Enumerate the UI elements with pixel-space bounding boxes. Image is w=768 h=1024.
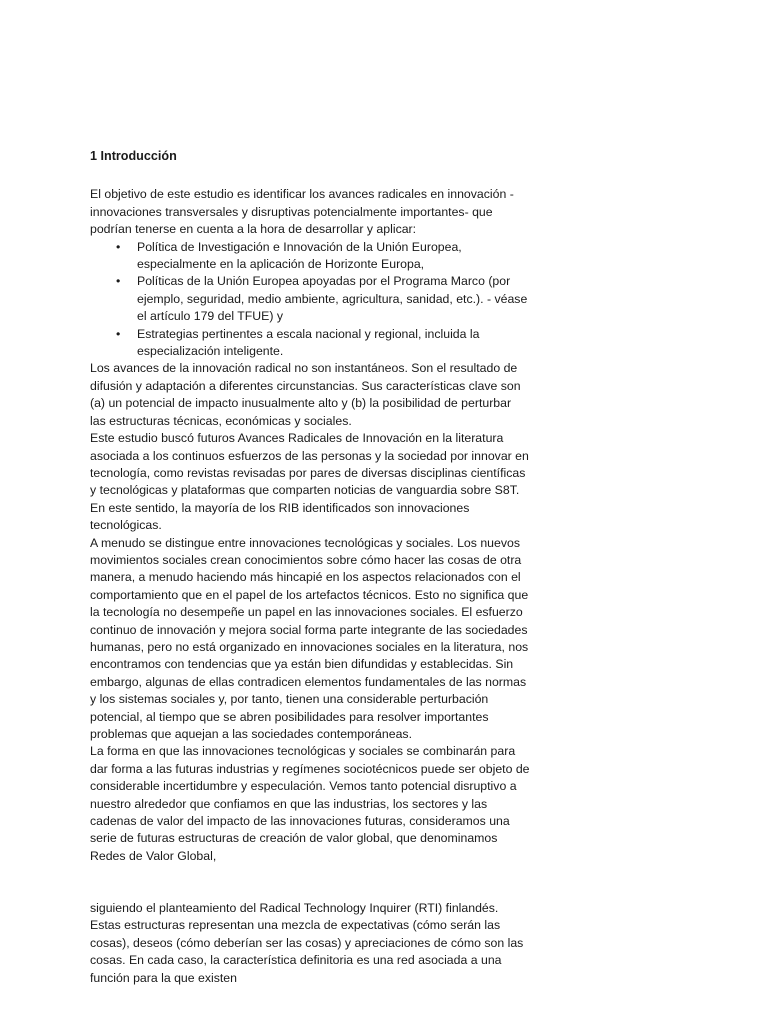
closing-paragraph: siguiendo el planteamiento del Radical Technology Inquirer (RTI) finlandés. Estas estructuras representan una mezcla de expectativas (cómo serán las cosas), deseos (cómo deberían ser las cosas) y apreciaciones de cómo son las cosas. En cada caso, la característica definitoria es una red asociada a una función para la que existen [90,901,524,985]
paragraph-gap [90,865,530,882]
bullet-list [90,239,530,361]
bullet-dot: • [116,239,121,254]
body-paragraph: Este estudio buscó futuros Avances Radicales de Innovación en la literatura asociada a los continuos esfuerzos de las personas y la sociedad por innovar en tecnología, como revistas revisadas por pares de diversas disciplinas científicas y tecnológicas y plataformas que comparten noticias de vanguardia sobre S8T. En este sentido, la mayoría de los RIB identificados son innovaciones tecnológicas. [90,431,529,533]
section-heading: 1 Introducción [90,149,177,163]
bullet-dot: • [116,274,121,289]
body-paragraph: A menudo se distingue entre innovaciones tecnológicas y sociales. Los nuevos movimientos sociales crean conocimientos sobre cómo hacer las cosas de otra manera, a menudo haciendo más hincapié en los aspectos relacionados con el comportamiento que en el papel de los artefactos técnicos. Esto no significa que la tecnología no desempeñe un papel en las innovaciones sociales. El esfuerzo continuo de innovación y mejora social forma parte integrante de las sociedades humanas, pero no está organizado en innovaciones sociales en la literatura, nos encontramos con tendencias que ya están bien difundidas y establecidas. Sin embargo, algunas de ellas contradicen elementos fundamentales de las normas y los sistemas sociales y, por tanto, tienen una considerable perturbación [90,535,529,707]
bullet-text: Estrategias pertinentes a escala nacional y regional, incluida la especialización inteligente. [137,326,480,359]
bullet-item [90,326,530,361]
bullet-item [90,273,530,325]
body-paragraph: Los avances de la innovación radical no son instantáneos. Son el resultado de difusión y adaptación a diferentes circunstancias. Sus características clave son (a) un potencial de impacto inusualmente alto y (b) la posibilidad de perturbar las estructuras técnicas, económicas y sociales. [90,361,521,428]
body-paragraph: potencial, al tiempo que se abren posibilidades para resolver importantes problemas que aquejan a las sociedades contemporáneas. [90,709,489,741]
bullet-item [90,239,530,274]
intro-paragraph: El objetivo de este estudio es identificar los avances radicales en innovación - innovaciones transversales y disruptivas potencialmente importantes- que podrían tenerse en cuenta a la hora de desarrollar y aplicar: [90,187,514,237]
bullet-text: Política de Investigación e Innovación de la Unión Europea, especialmente en la aplicación de Horizonte Europa, [137,239,462,272]
bullet-text: Políticas de la Unión Europea apoyadas por el Programa Marco (por ejemplo, seguridad, medio ambiente, agricultura, sanidad, etc.). - véase el artículo 179 del TFUE) y [137,274,528,324]
bullet-dot: • [116,326,121,341]
body-paragraph: La forma en que las innovaciones tecnológicas y sociales se combinarán para dar forma a las futuras industrias y regímenes sociotécnicos puede ser objeto de considerable incertidumbre y especulación. Vemos tanto potencial disruptivo a nuestro alrededor que confiamos en que las industrias, los sectores y las cadenas de valor del impacto de las innovaciones futuras, consideramos una serie de futuras estructuras de creación de valor global, que denominamos Redes de Valor Global, [90,744,530,863]
document-body [90,148,530,987]
paragraph-gap [90,883,530,900]
